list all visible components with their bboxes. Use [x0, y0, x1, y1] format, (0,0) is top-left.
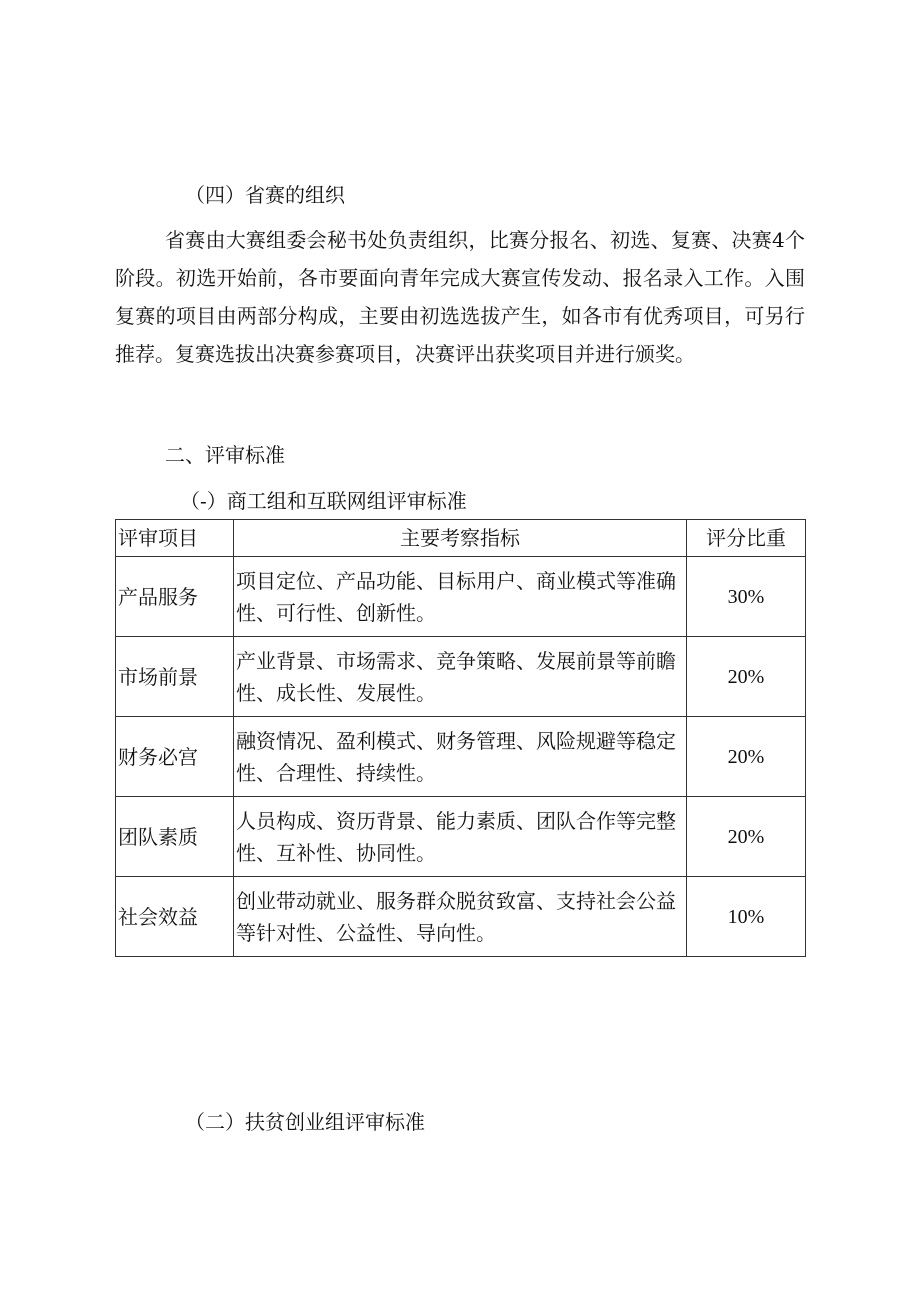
row-item: 社会效益 [116, 877, 234, 957]
row-criteria: 人员构成、资历背景、能力素质、团队合作等完整性、互补性、协同性。 [234, 797, 687, 877]
row-criteria: 创业带动就业、服务群众脱贫致富、支持社会公益等针对性、公益性、导向性。 [234, 877, 687, 957]
row-criteria: 产业背景、市场需求、竞争策略、发展前景等前瞻性、成长性、发展性。 [234, 637, 687, 717]
table-row [116, 557, 806, 637]
criteria-table [115, 519, 806, 957]
table-row [116, 717, 806, 797]
row-weight: 10% [687, 877, 806, 957]
row-item: 产品服务 [116, 557, 234, 637]
row-weight: 20% [687, 797, 806, 877]
header-weight: 评分比重 [687, 520, 806, 557]
section-two-heading: 二、评审标准 [165, 443, 285, 467]
section-four-heading: （四）省赛的组织 [185, 183, 345, 207]
header-criteria: 主要考察指标 [234, 520, 687, 557]
row-item: 市场前景 [116, 637, 234, 717]
table-header-row [116, 520, 806, 557]
table-row [116, 877, 806, 957]
row-item: 财务必宫 [116, 717, 234, 797]
row-criteria: 项目定位、产品功能、目标用户、商业模式等准确性、可行性、创新性。 [234, 557, 687, 637]
header-item: 评审项目 [116, 520, 234, 557]
table-row [116, 797, 806, 877]
table-2-title: （二）扶贫创业组评审标准 [185, 1110, 425, 1134]
row-weight: 20% [687, 637, 806, 717]
row-weight: 30% [687, 557, 806, 637]
table-row [116, 637, 806, 717]
row-criteria: 融资情况、盈利模式、财务管理、风险规避等稳定性、合理性、持续性。 [234, 717, 687, 797]
row-item: 团队素质 [116, 797, 234, 877]
section-four-paragraph: 省赛由大赛组委会秘书处负责组织，比赛分报名、初选、复赛、决赛4个阶段。初选开始前，各市要面向青年完成大赛宣传发动、报名录入工作。入围复赛的项目由两部分构成，主要由初选选拔产生，如各市有优秀项目，可另行推荐。复赛选拔出决赛参赛项目，决赛评出获奖项目并进行颁奖。 [115, 228, 805, 366]
row-weight: 20% [687, 717, 806, 797]
table-1-title: （-）商工组和互联网组评审标准 [180, 489, 467, 513]
